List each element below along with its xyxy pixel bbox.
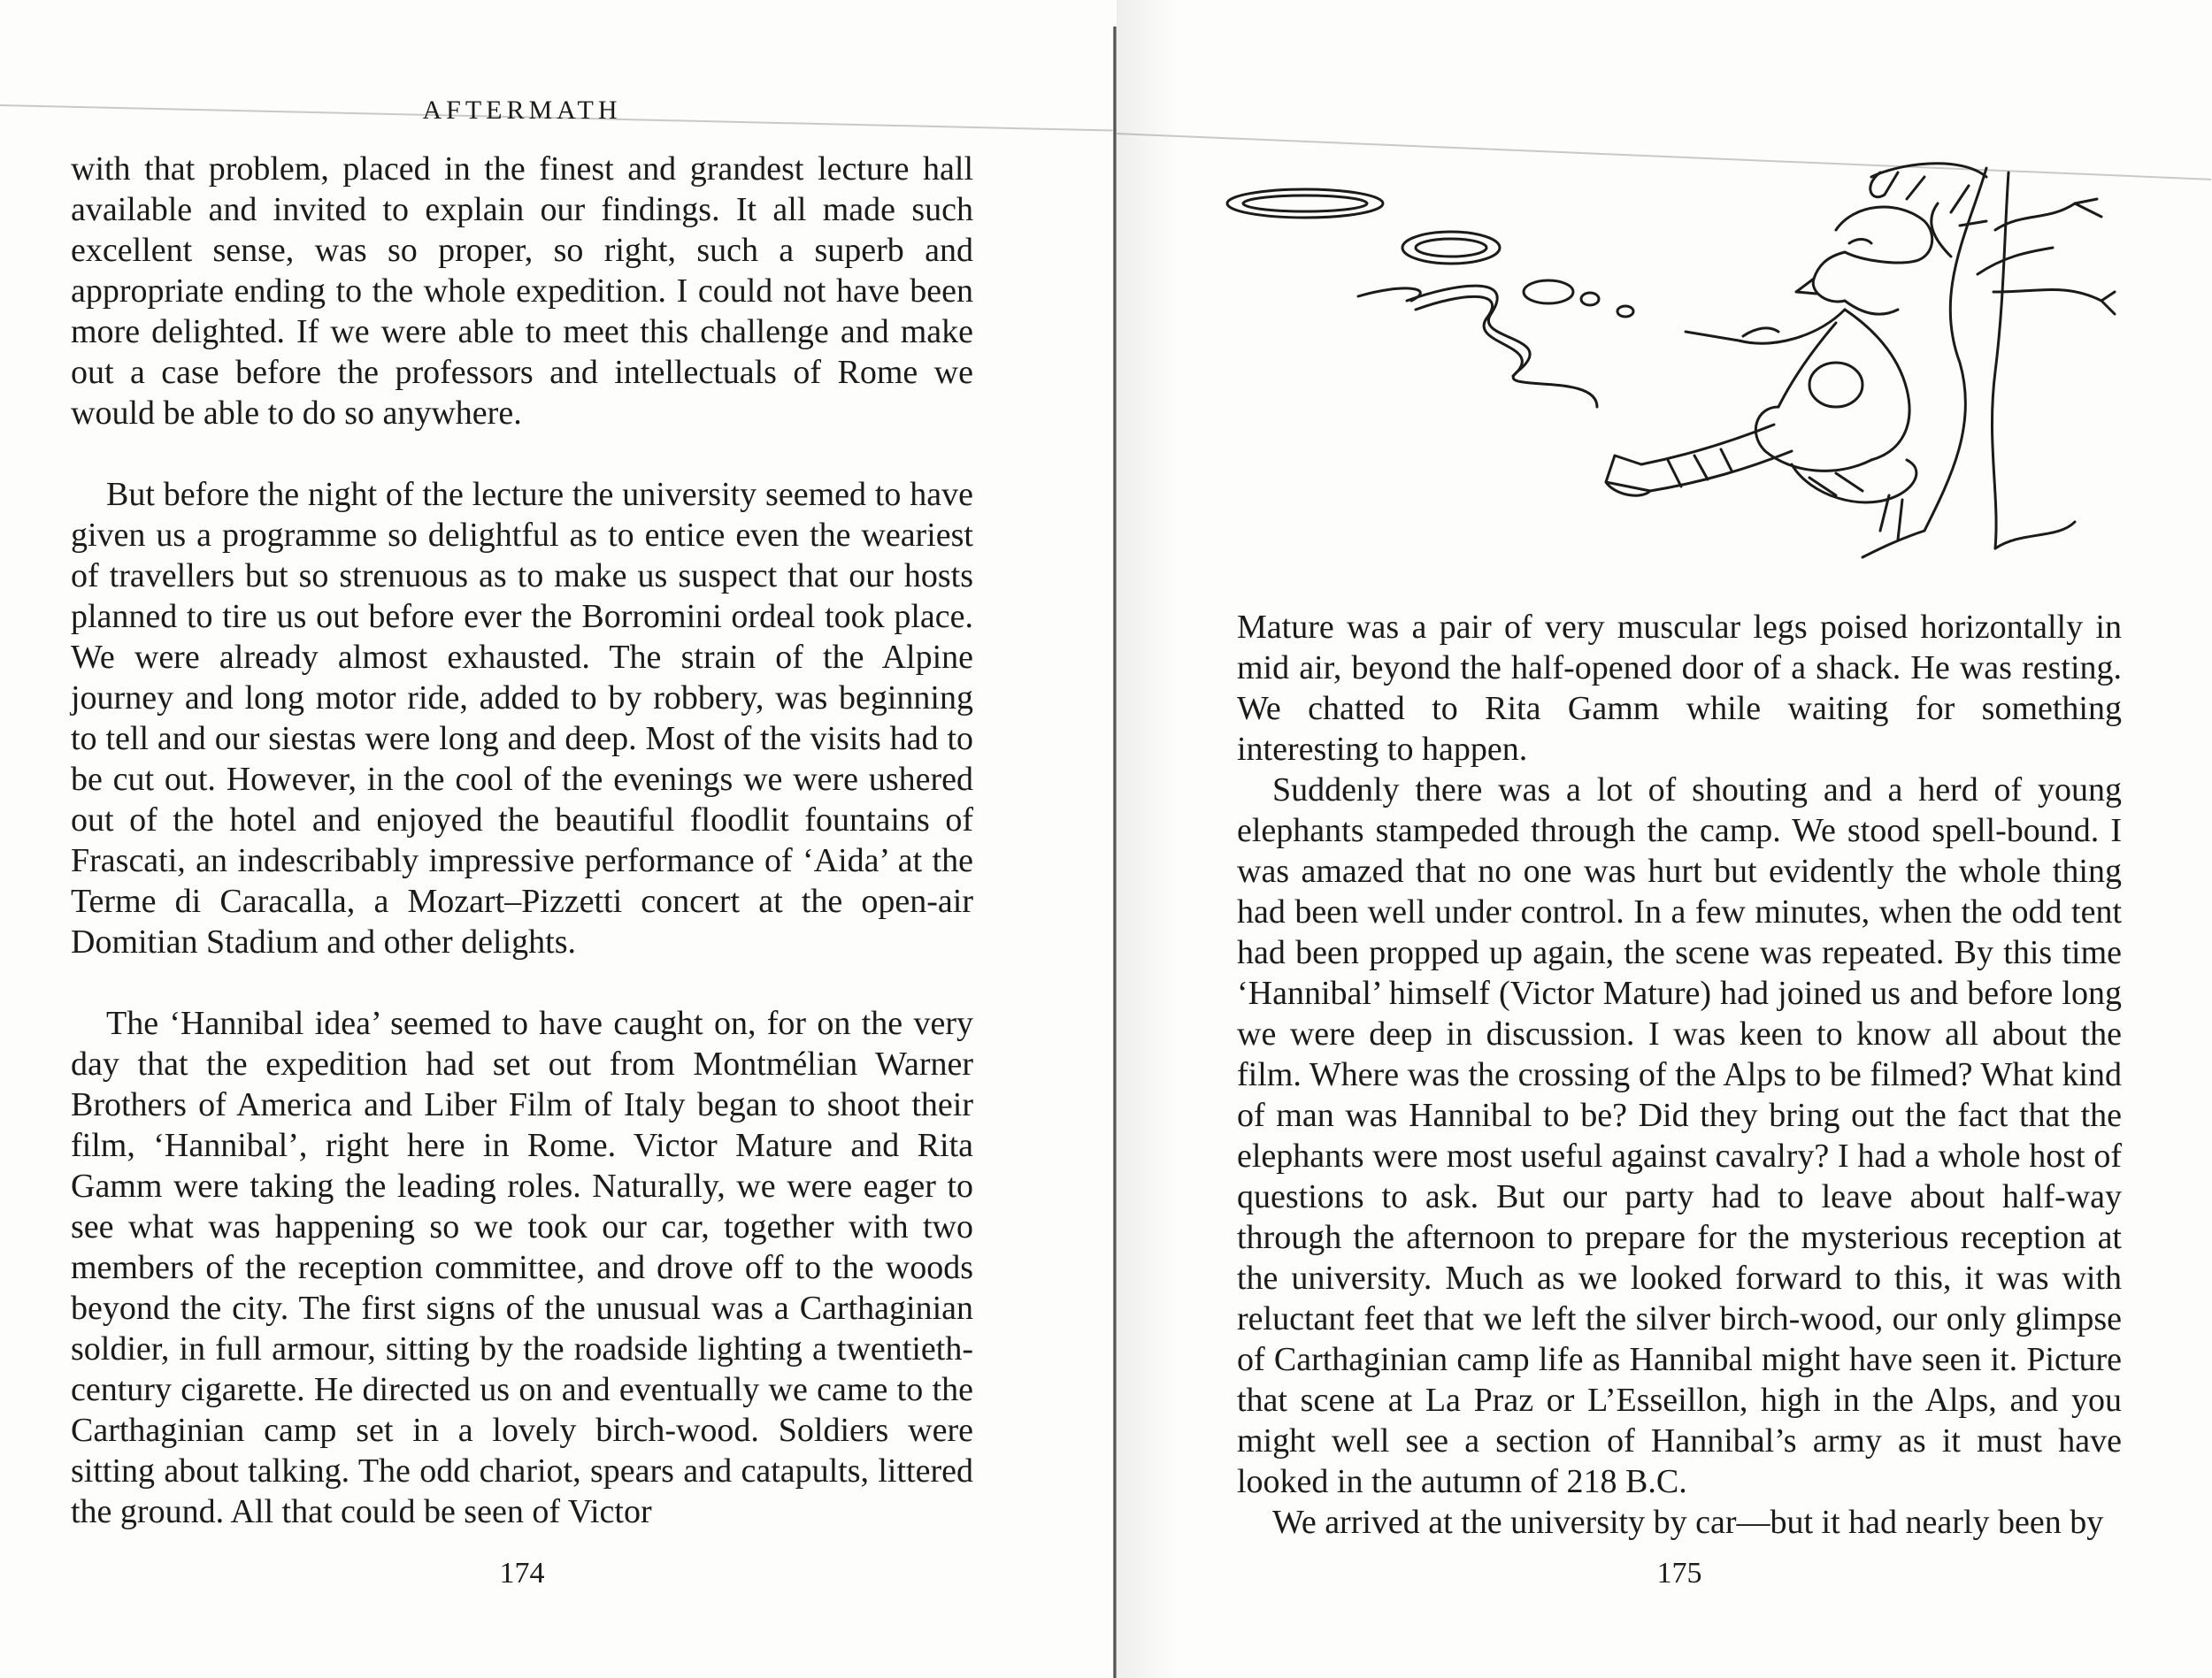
gutter-shadow	[1117, 0, 1179, 1678]
book-gutter	[1113, 27, 1117, 1678]
paragraph: Mature was a pair of very muscular legs poised horizontally in mid air, beyond the half-opened door of a shack. He was resting. We chatted to Rita Gamm while waiting for something interesting to happen.	[1237, 609, 2122, 768]
paragraph: Suddenly there was a lot of shouting and a herd of young elephants stampeded through the camp. We stood spell-bound. I was amazed that no one was hurt but evidently the whole thing had been well under control. In a few minutes, when the odd tent had been propped up again, the scene was repeated. By this time ‘Hannibal’ himself (Victor Mature) had joined us and before long we were deep in discussion. I was keen to know all about the film. Where was the crossing of the Alps to be filmed? What kind of man was Hannibal to be? Did they bring out the fact that the elephants were most useful against cavalry? I had a whole host of questions to ask. But our party had to leave about half-way through the afternoon to prepare for the mysterious reception at the university. Much as we looked forward to this, it was with reluctant feet that we left the silver birch-wood, our only glimpse of Carthaginian camp life as Hannibal might have seen it. Picture that scene at La Praz or L’Esseillon, high in the Alps, and you might well see a section of Hannibal’s army as it must have looked in the autumn of 218 B.C.	[1237, 771, 2122, 1500]
running-head: AFTERMATH	[422, 96, 622, 125]
paragraph: with that problem, placed in the finest and grandest lecture hall available and invited to explain our findings. It all made such excellent sense, was so proper, so right, such a superb and appropriate ending to the whole expedition. I could not have been more delighted. If we were able to meet this challenge and make out a case before the professors and intellectuals of Rome we would be able to do so anywhere.	[71, 150, 973, 432]
page-number: 174	[499, 1557, 545, 1590]
right-page-text	[1237, 607, 2122, 1543]
paragraph: The ‘Hannibal idea’ seemed to have caught on, for on the very day that the expedition had set out from Montmélian Warner Brothers of America and Liber Film of Italy began to shoot their film, ‘Hannibal’, right here in Rome. Victor Mature and Rita Gamm were taking the leading roles. Naturally, we were eager to see what was happening so we took our car, together with two members of the reception committee, and drove off to the woods beyond the city. The first signs of the unusual was a Carthaginian soldier, in full armour, sitting by the roadside lighting a twentieth-century cigarette. He directed us on and eventually we came to the Carthaginian camp set in a lovely birch-wood. Soldiers were sitting about talking. The odd chariot, spears and catapults, littered the ground. All that could be seen of Victor	[71, 1005, 973, 1530]
paragraph: But before the night of the lecture the university seemed to have given us a programme so delightful as to entice even the weariest of travellers but so strenuous as to make us suspect that our hosts planned to tire us out before ever the Borromini ordeal took place. We were already almost exhausted. The strain of the Alpine journey and long motor ride, added to by robbery, was beginning to tell and our siestas were long and deep. Most of the visits had to be cut out. However, in the cool of the evenings we were ushered out of the hotel and enjoyed the beautiful floodlit fountains of Frascati, an indescribably impressive performance of ‘Aida’ at the Terme di Caracalla, a Mozart–Pizzetti concert at the open-air Domitian Stadium and other delights.	[71, 476, 973, 961]
paragraph: We arrived at the university by car—but it had nearly been by	[1272, 1504, 2104, 1541]
right-page	[1237, 0, 2122, 1678]
page-number: 175	[1656, 1557, 1702, 1590]
left-page-text	[71, 149, 973, 1532]
left-page	[71, 0, 973, 1678]
